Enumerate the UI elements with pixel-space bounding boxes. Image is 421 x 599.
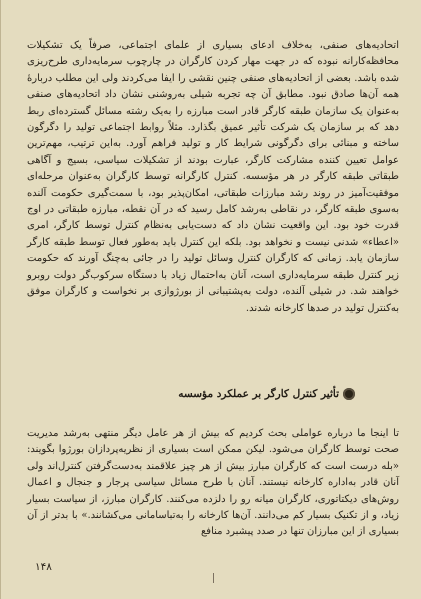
bullet-circle-icon: [343, 388, 355, 400]
paragraph-2: تا اینجا ما درباره عواملی بحث کردیم که بیش از هر عامل دیگر منتهی به‌رشد مدیریت صحت توسط کارگران می‌شود. لیکن ممکن است بسیاری از نظریه‌پردازان بورژوا بگویند: «بله درست است که کارگران مبارز بیش از هر چیز علاقمند به‌دست‌گرفتن کنترل‌اند ولی آنان قادر به‌اداره کارخانه نیستند. آنان با طرح مسائل سیاسی پرجار و جنجال و اعمال روش‌های دیکتاتوری، کارگران میانه رو را دلزده می‌کنند. کارگران مبارز، از سیاست بسیار زیاد، و از تکنیک بسیار کم می‌دانند. آن‌ها کارخانه را به‌تباسامانی می‌کشانند.» با بدتر از آن بسیاری از این مبارزان تنها در صدد پیشبرد منافع: [27, 428, 399, 538]
section-heading: [178, 388, 355, 400]
section-heading-text: تأثیر کنترل کارگر بر عملکرد مؤسسه: [178, 388, 339, 400]
body-text-top: [27, 38, 399, 317]
page-mark: [213, 573, 214, 583]
page-number: ۱۴۸: [35, 561, 52, 573]
paragraph-1: اتحادیه‌های صنفی، به‌خلاف ادعای بسیاری از علمای اجتماعی، صرفاً یک تشکیلات محافظه‌کارانه نبوده که در جهت مهار کردن کارگران در چارچوب سرمایه‌داری طرح‌ریزی شده باشد. بعضی از اتحادیه‌های صنفی چنین نقشی را ایفا می‌کردند ولی این مطلب دربارهٔ همه آن‌ها صادق نبود. مطابق آن چه تجربه شیلی به‌روشنی نشان داد اتحادیه‌های صنفی به‌عنوان یک سازمان طبقه کارگر قادر است مبارزه را به‌یک رشته مسائل گسترده‌ای ربط دهد که بر سازمان یک شرکت تأثیر عمیق بگذارد. مثلاً روابط اجتماعی تولید را دگرگون ساخته و مبنائی برای دگرگونی شرایط کار و تولید فراهم آورد. به‌این ترتیب، مهم‌ترین عوامل تعیین کننده مشارکت کارگر، عبارت بودند از تشکیلات سیاسی، بسیج و آگاهی طبقاتی طبقه کارگر در هر مؤسسه. کنترل کارگرانه توسط کارگران به‌عنوان مرحله‌ای موفقیت‌آمیز در روند رشد مبارزات طبقاتی، امکان‌پذیر بود، با سمت‌گیری حکومت آلنده به‌سوی طبقه کارگر، در نقاطی به‌رشد کامل رسید که در آن نقطه، مبارزه طبقاتی در اوج قدرت خود بود. این واقعیت نشان داد که دست‌یابی به‌نظام کنترل توسط کارگر، امری «اعطاء» شدنی نیست و نخواهد بود. بلکه این کنترل باید به‌طور فعال توسط طبقه کارگر سازمان یابد. زمانی که کارگران کنترل وسائل تولید را در جائی به‌چنگ آورند که حکومت زیر کنترل طبقه سرمایه‌داری است، آنان به‌احتمال زیاد با دستگاه سرکوب‌گر دولت روبرو خواهند شد. در شیلی آلنده، دولت به‌پشتیبانی از بورژوازی بر نخواست و کارگران موفق به‌کنترل تولید در صدها کارخانه شدند.: [27, 40, 399, 314]
body-text-bottom: [27, 426, 399, 541]
